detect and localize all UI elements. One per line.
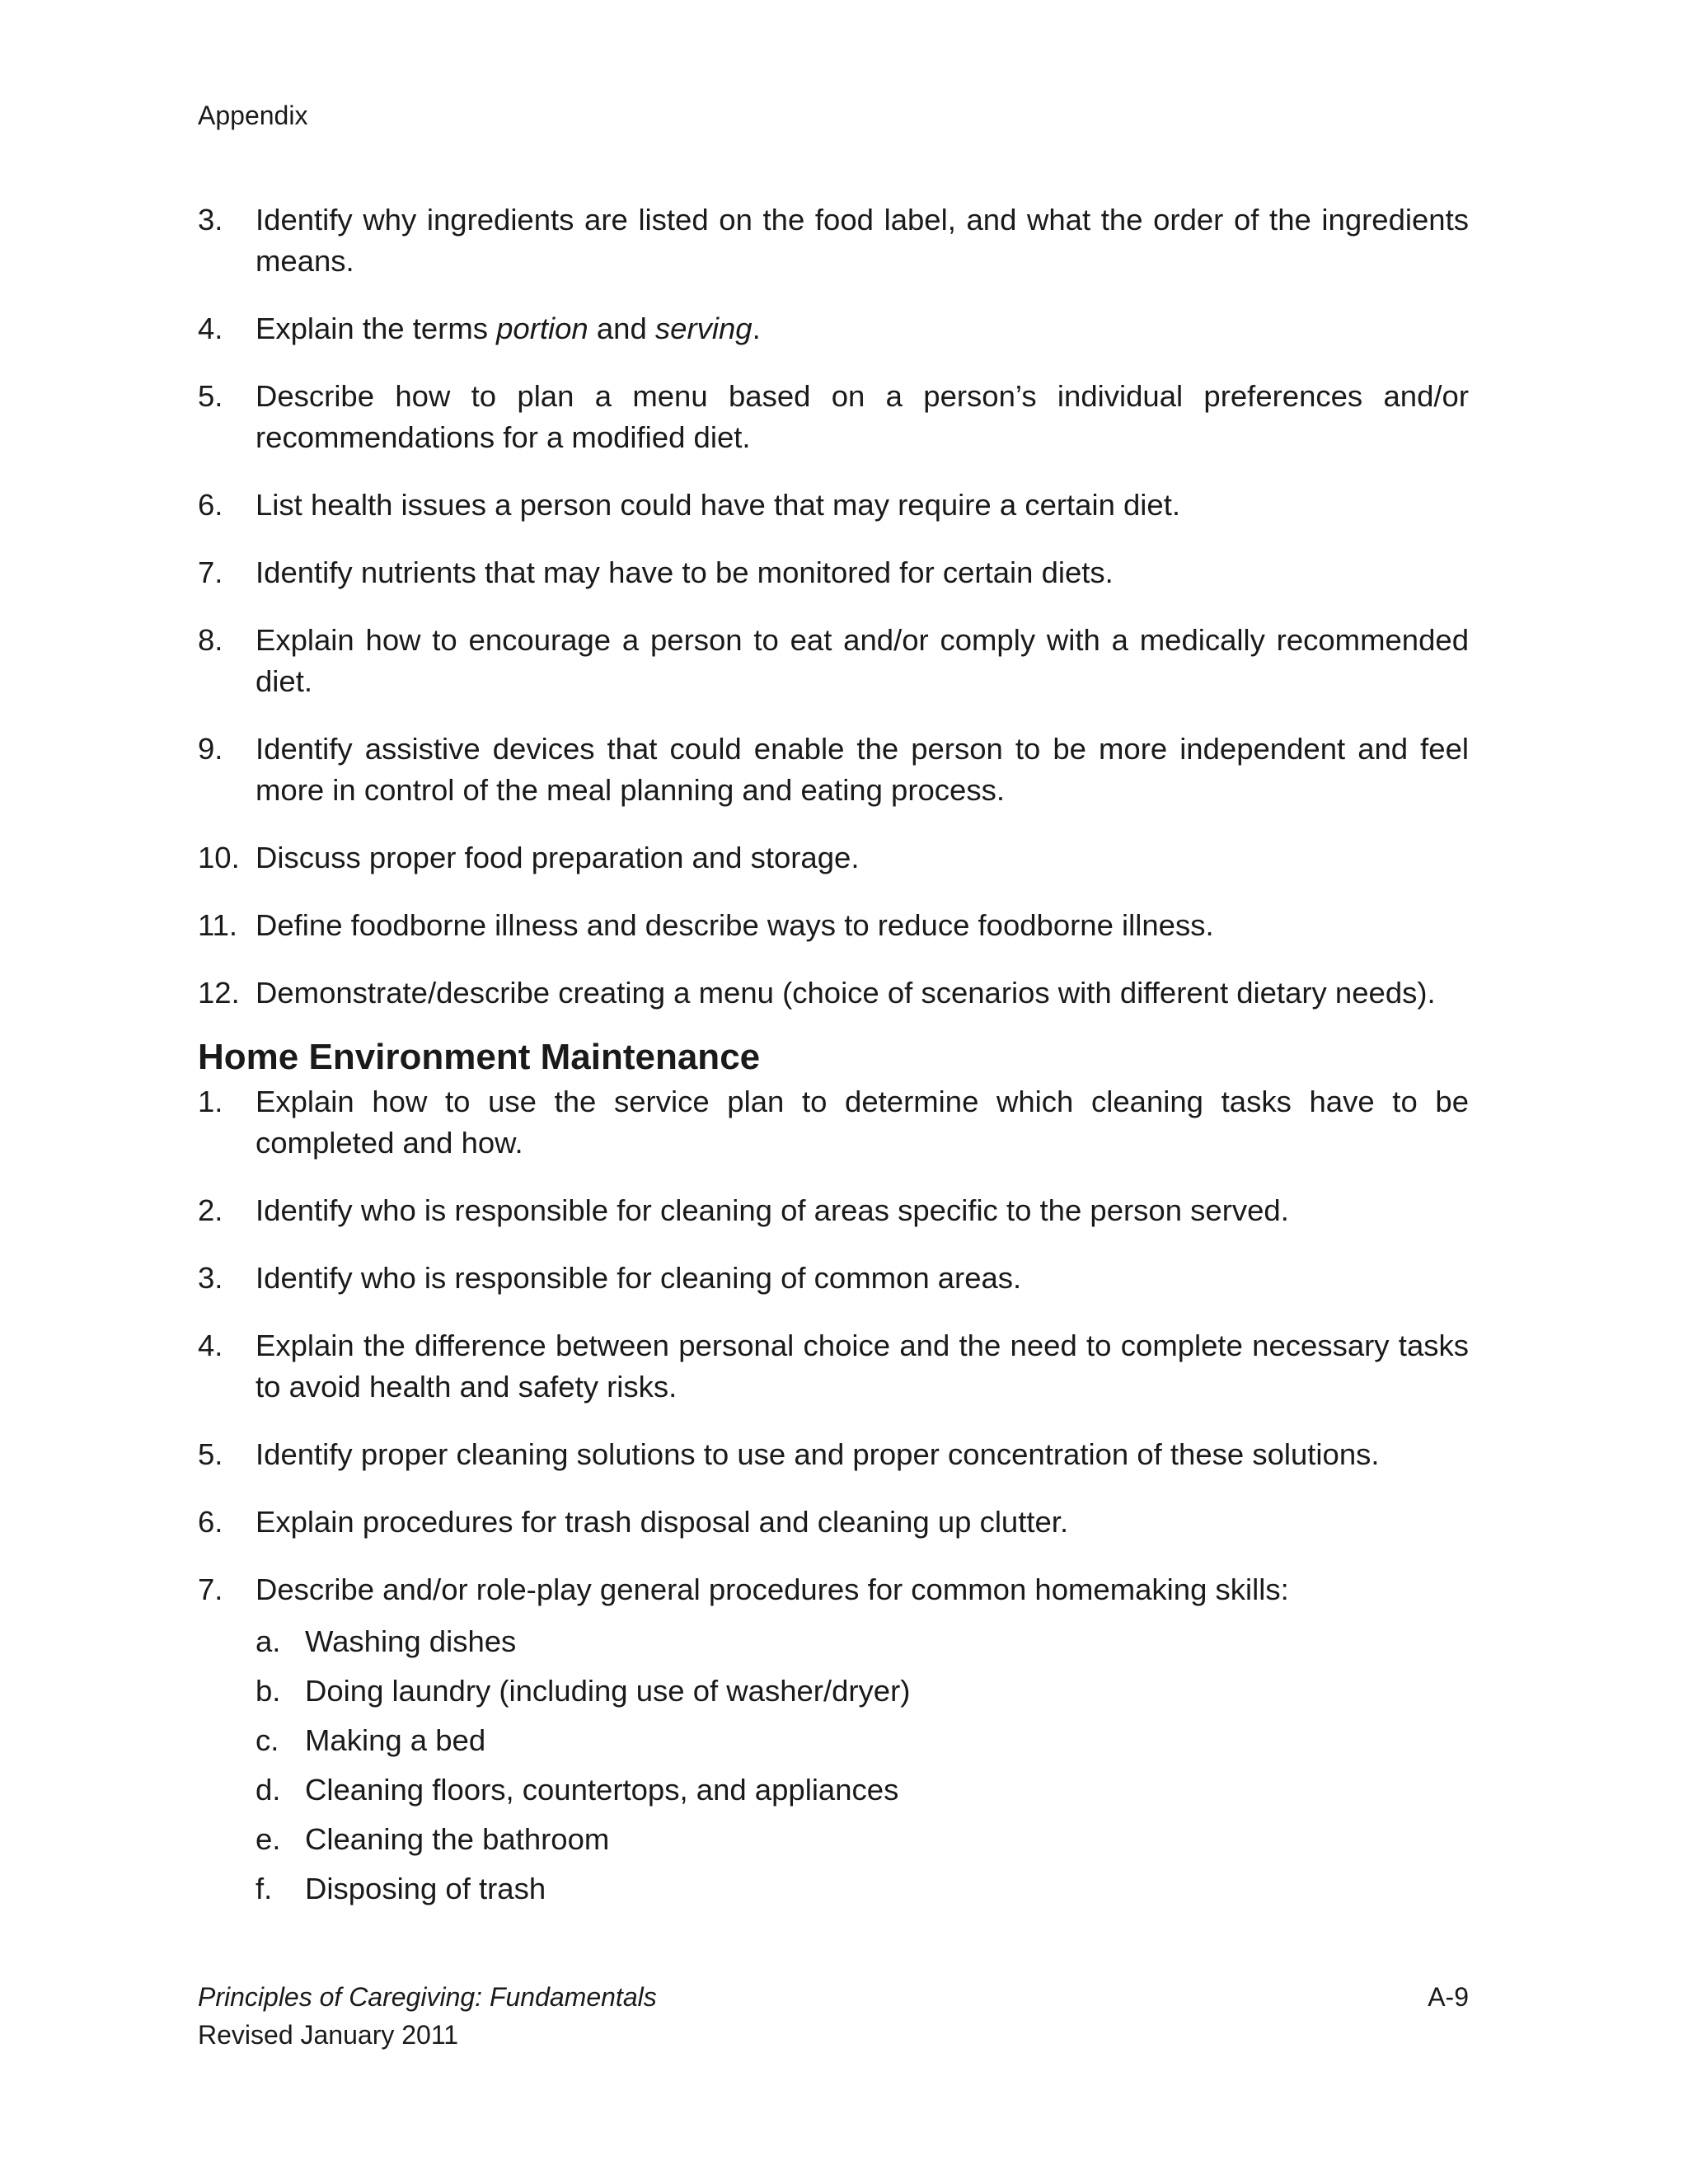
footer-page-number: A-9 [1428,1982,1469,2012]
list-item [198,620,1469,702]
item-number: 12. [198,976,240,1010]
list-item [198,1569,1469,1914]
item-number: 5. [198,379,223,413]
list-item [198,905,1469,946]
item-text: Identify assistive devices that could enable the person to be more independent and feel more in control of the meal planning and eating process. [256,732,1469,807]
list-item [198,552,1469,593]
item-number: 3. [198,1261,223,1295]
item-text: Demonstrate/describe creating a menu (choice of scenarios with different dietary needs). [256,976,1436,1010]
sublist-item [256,1864,1469,1914]
footer-document-title: Principles of Caregiving: Fundamentals [198,1982,657,2012]
sublist-text: Making a bed [305,1723,486,1757]
list-item [198,1502,1469,1543]
item-number: 7. [198,555,223,589]
item-number: 6. [198,1505,223,1539]
italic-term-serving: serving [654,312,753,345]
home-maintenance-objectives-list [198,1081,1469,1914]
text-run: Explain the terms [256,312,497,345]
footer-revised-date: Revised January 2011 [198,2020,459,2050]
list-item [198,1325,1469,1408]
item-number: 1. [198,1085,223,1118]
homemaking-skills-sublist [256,1617,1469,1914]
nutrition-objectives-list [198,199,1469,1040]
list-item [198,485,1469,526]
item-text: Describe and/or role-play general procedures for common homemaking skills: [256,1572,1289,1606]
text-run: and [588,312,655,345]
list-item [198,1190,1469,1231]
sublist-item [256,1617,1469,1666]
item-text: Identify who is responsible for cleaning of areas specific to the person served. [256,1193,1289,1227]
item-number: 11. [198,908,238,942]
item-text: Explain how to encourage a person to eat and/or comply with a medically recommended diet. [256,623,1469,698]
item-text: Identify proper cleaning solutions to use and proper concentration of these solutions. [256,1437,1380,1471]
list-item [198,1258,1469,1299]
item-number: 2. [198,1193,223,1227]
sublist-item [256,1716,1469,1765]
list-item [198,376,1469,458]
section-heading: Home Environment Maintenance [198,1037,761,1077]
item-text: Describe how to plan a menu based on a person’s individual preferences and/or recommendations for a modified diet. [256,379,1469,454]
item-text: List health issues a person could have that may require a certain diet. [256,488,1181,522]
sublist-item [256,1765,1469,1815]
item-number: 4. [198,1329,223,1362]
sublist-item [256,1666,1469,1716]
sublist-letter: b. [256,1674,281,1708]
item-text: Identify nutrients that may have to be monitored for certain diets. [256,555,1114,589]
item-number: 4. [198,312,223,345]
item-number: 9. [198,732,223,766]
sublist-text: Doing laundry (including use of washer/dryer) [305,1674,911,1708]
item-text: Define foodborne illness and describe ways to reduce foodborne illness. [256,908,1214,942]
item-number: 6. [198,488,223,522]
list-item [198,972,1469,1014]
item-number: 8. [198,623,223,657]
item-text: Explain the difference between personal choice and the need to complete necessary tasks to avoid health and safety risks. [256,1329,1469,1404]
item-number: 5. [198,1437,223,1471]
sublist-item [256,1815,1469,1864]
item-number: 3. [198,203,223,237]
item-text: Explain procedures for trash disposal and cleaning up clutter. [256,1505,1069,1539]
text-run: . [752,312,761,345]
page-footer [198,1978,1469,2054]
item-text: Identify why ingredients are listed on the food label, and what the order of the ingredients means. [256,203,1469,278]
sublist-letter: f. [256,1872,273,1905]
sublist-text: Cleaning the bathroom [305,1822,610,1856]
sublist-letter: a. [256,1624,281,1658]
item-text: Identify who is responsible for cleaning of common areas. [256,1261,1022,1295]
list-item [198,1434,1469,1475]
sublist-text: Washing dishes [305,1624,517,1658]
list-item [198,837,1469,879]
page-header: Appendix [198,101,308,130]
item-text: Discuss proper food preparation and storage. [256,841,860,874]
sublist-letter: e. [256,1822,281,1856]
italic-term-portion: portion [496,312,588,345]
list-item [198,199,1469,282]
sublist-text: Disposing of trash [305,1872,546,1905]
list-item [198,1081,1469,1164]
sublist-letter: c. [256,1723,279,1757]
sublist-text: Cleaning floors, countertops, and appliances [305,1773,899,1807]
list-item [198,729,1469,811]
item-text: Explain how to use the service plan to determine which cleaning tasks have to be completed and how. [256,1085,1469,1160]
item-number: 10. [198,841,240,874]
sublist-letter: d. [256,1773,281,1807]
list-item [198,308,1469,349]
item-number: 7. [198,1572,223,1606]
item-text [256,308,1469,349]
